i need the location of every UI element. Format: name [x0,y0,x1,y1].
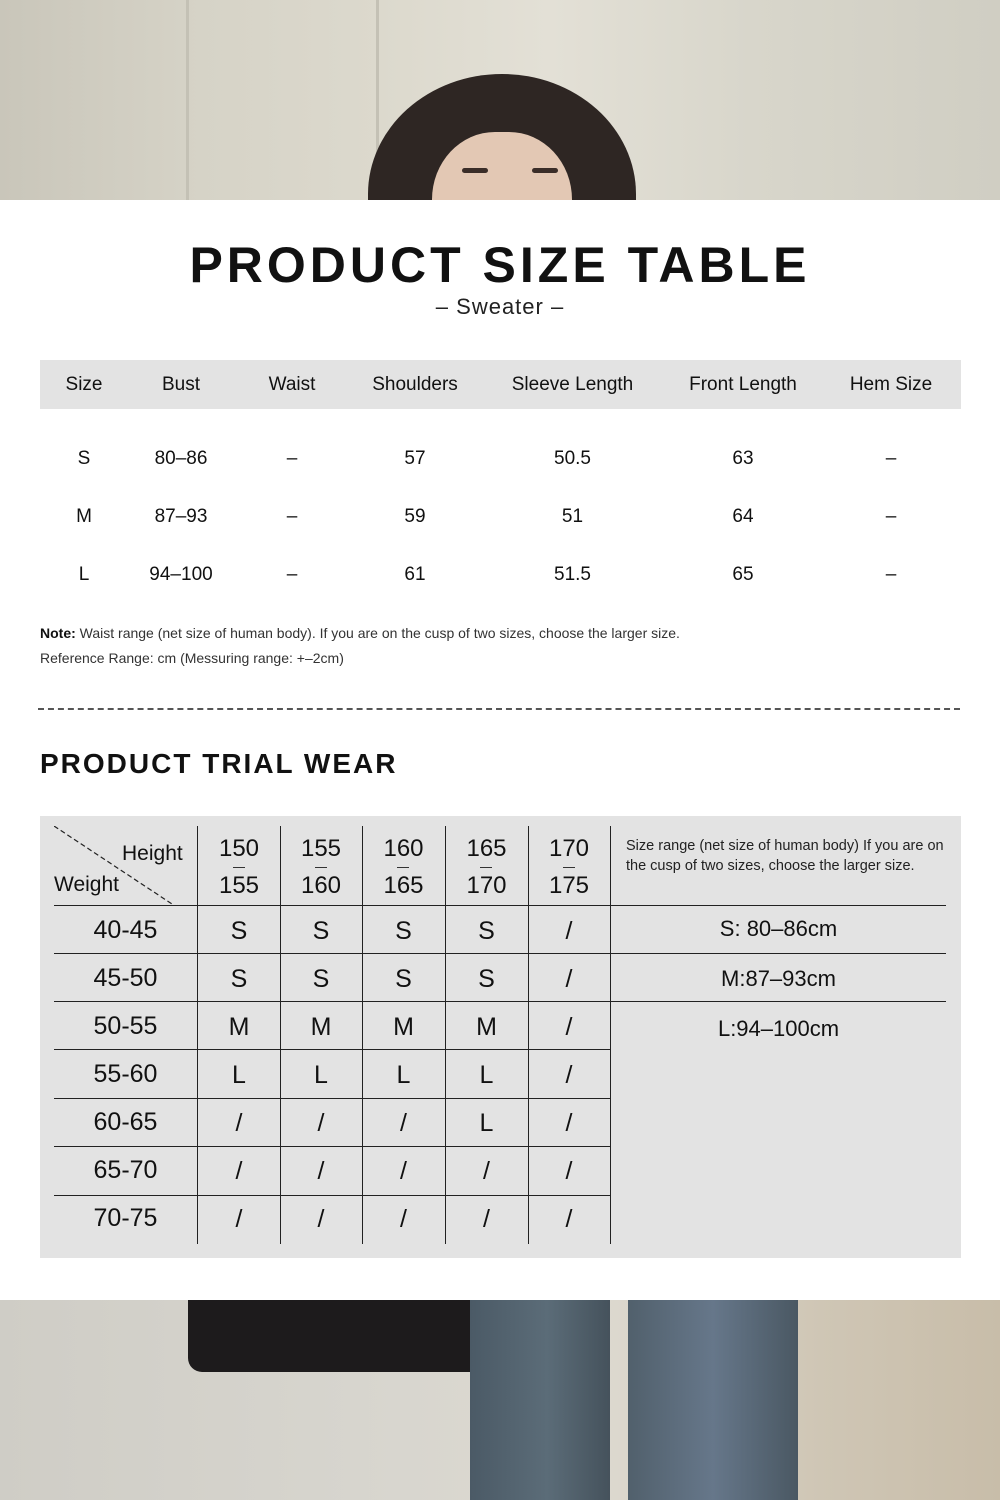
range-dash [233,867,245,868]
size-note [40,625,680,641]
height-range-top: 165 [466,835,507,862]
weight-range: 50-55 [93,1012,158,1040]
size-cell: M [393,1013,414,1041]
page-subtitle: – Sweater – [435,294,565,319]
size-table [40,360,961,604]
cell-hem-size: – [885,448,897,469]
height-label: Height [122,842,183,865]
cell-front-length: 63 [732,448,754,469]
trial-wear-table [40,816,961,1258]
cell-size: L [78,564,90,585]
size-cell: S [230,965,248,993]
page-title: PRODUCT SIZE TABLE [189,237,811,293]
cell-size: S [77,448,91,469]
size-cell: / [235,1205,243,1233]
size-cell: / [565,965,573,993]
cell-sleeve-length: 51 [561,506,584,527]
header-hem-size: Hem Size [821,360,961,409]
height-range-bottom: 170 [466,872,507,899]
size-cell: S [478,965,495,993]
cell-waist: – [286,506,298,527]
height-range-bottom: 165 [383,872,424,899]
size-cell: / [400,1109,407,1137]
size-cell: / [565,1205,573,1233]
bust-size-info: L:94–100cm [717,1016,840,1041]
range-dash [315,867,327,868]
size-cell: / [235,1109,243,1137]
jeans-right-leg [628,1300,798,1500]
size-cell: S [395,917,412,945]
size-cell: / [400,1205,407,1233]
cell-bust: 94–100 [149,564,213,585]
cell-size: M [76,506,92,527]
size-cell: S [478,917,495,945]
size-range-note: Size range (net size of human body) If you are on the cusp of two sizes, choose the larger size. [626,838,944,874]
size-cell: / [317,1109,325,1137]
table-row [40,430,961,488]
range-dash [563,867,575,868]
cell-waist: – [286,564,298,585]
black-bag [188,1300,482,1372]
header-front-length: Front Length [665,360,821,409]
cell-hem-size: – [885,564,897,585]
range-dash [397,867,409,868]
size-cell: / [565,917,573,945]
size-cell: S [312,917,330,945]
size-cell: L [479,1061,494,1089]
size-cell: M [310,1013,332,1041]
header-shoulders: Shoulders [350,360,480,409]
cell-sleeve-length: 51.5 [554,564,591,585]
cell-shoulders: 57 [404,448,426,469]
size-cell: L [232,1061,246,1089]
size-cell: S [312,965,330,993]
size-cell: / [565,1013,573,1041]
size-cell: / [317,1157,325,1185]
size-cell: S [395,965,412,993]
cell-front-length: 64 [732,506,754,527]
header-waist: Waist [234,360,350,409]
height-range-top: 155 [300,835,342,862]
trial-wear-title: PRODUCT TRIAL WEAR [40,748,398,779]
size-cell: / [400,1157,407,1185]
height-range-top: 170 [548,835,590,862]
weight-range: 65-70 [93,1156,158,1184]
model-eye [462,168,488,173]
size-cell: M [476,1013,497,1041]
cell-shoulders: 61 [404,564,426,585]
weight-range: 40-45 [93,916,158,944]
cell-bust: 87–93 [154,506,208,527]
size-cell: / [483,1205,490,1233]
size-cell: / [483,1157,490,1185]
cell-bust: 80–86 [154,448,208,469]
bust-size-info: S: 80–86cm [719,916,838,941]
header-size: Size [40,360,128,409]
table-row [40,488,961,546]
section-divider [38,708,960,710]
reference-range: Reference Range: cm (Messuring range: +–2cm) [40,650,344,666]
range-dash [480,867,492,868]
table-row [40,546,961,604]
model-photo-top [0,0,1000,200]
cell-waist: – [286,448,298,469]
height-range-bottom: 155 [218,872,260,899]
header-sleeve-length: Sleeve Length [480,360,665,409]
model-photo-bottom [0,1300,1000,1500]
note-label: Note: [40,625,76,641]
wall-edge [186,0,189,200]
cell-shoulders: 59 [404,506,426,527]
jeans-left-leg [470,1300,610,1500]
weight-label: Weight [54,873,119,896]
weight-range: 70-75 [93,1204,158,1232]
weight-range: 60-65 [93,1108,158,1136]
size-cell: L [396,1061,411,1089]
size-cell: M [228,1013,250,1041]
weight-range: 45-50 [93,964,158,992]
size-cell: / [565,1109,573,1137]
model-eye [532,168,558,173]
height-range-top: 150 [218,835,260,862]
weight-range: 55-60 [93,1060,158,1088]
cell-hem-size: – [885,506,897,527]
header-bust: Bust [128,360,234,409]
size-table-header [40,360,961,409]
cell-sleeve-length: 50.5 [554,448,591,469]
height-range-bottom: 160 [300,872,342,899]
size-cell: L [314,1061,328,1089]
size-cell: S [230,917,248,945]
bust-size-info: M:87–93cm [721,966,836,991]
size-cell: / [565,1157,573,1185]
size-chart-panel [0,200,1000,1300]
height-range-bottom: 175 [548,872,590,899]
size-cell: / [317,1205,325,1233]
height-range-top: 160 [383,835,424,862]
note-text: Waist range (net size of human body). If you are on the cusp of two sizes, choose the larger size. [75,625,680,641]
size-cell: / [565,1061,573,1089]
size-cell: / [235,1157,243,1185]
size-cell: L [479,1109,494,1137]
cell-front-length: 65 [732,564,754,585]
